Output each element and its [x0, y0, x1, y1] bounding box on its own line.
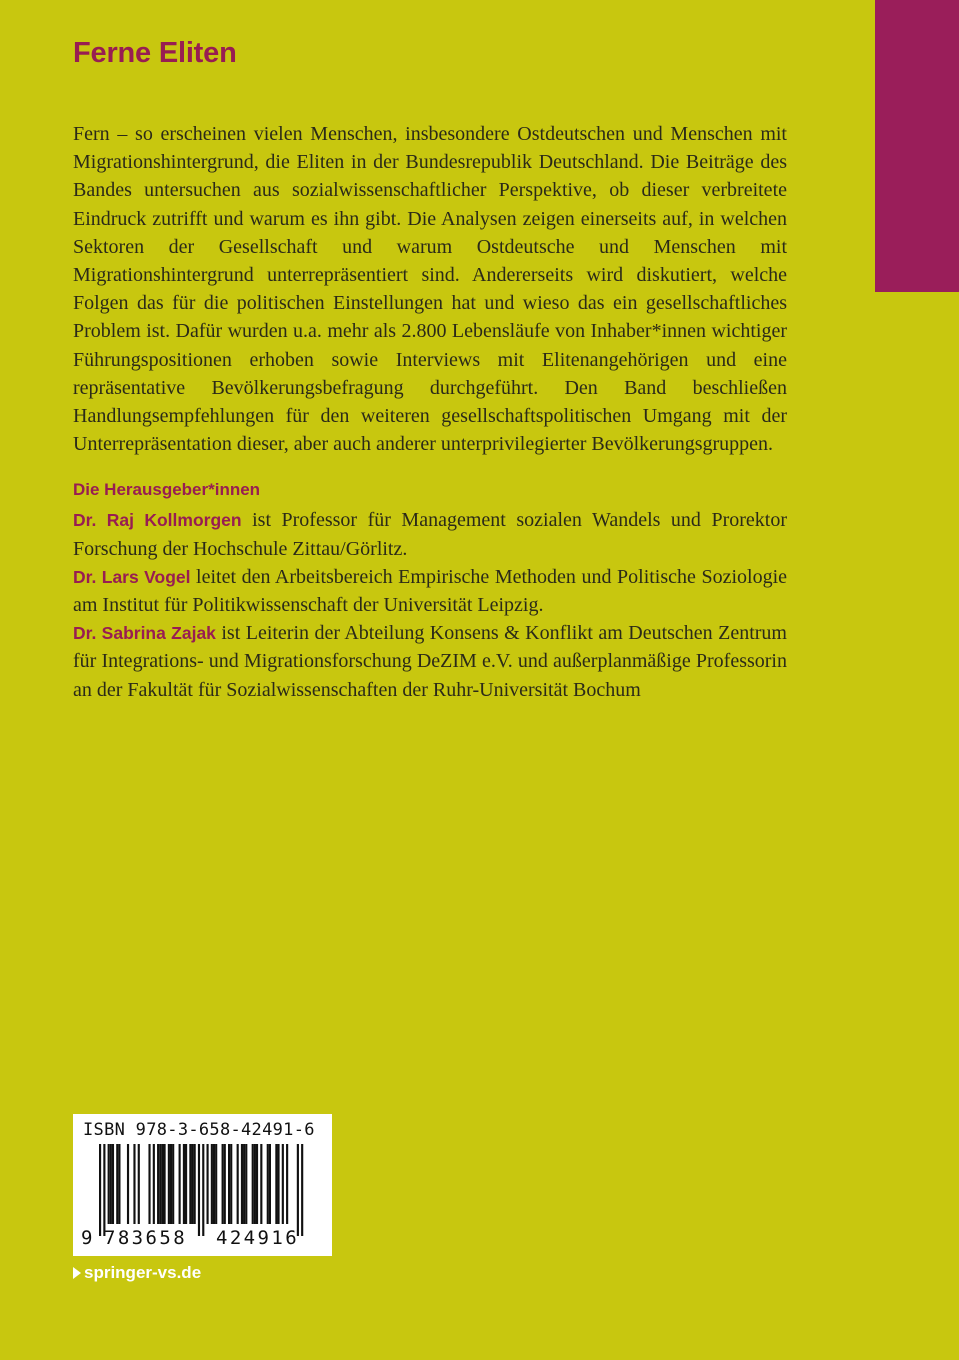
barcode-bar [260, 1144, 262, 1224]
arrow-right-icon [73, 1267, 81, 1279]
barcode-bar [194, 1144, 196, 1224]
publisher-url: springer-vs.de [84, 1263, 202, 1282]
publisher-link[interactable] [73, 1263, 201, 1283]
book-title: Ferne Eliten [73, 37, 237, 69]
barcode-bar [183, 1144, 185, 1224]
barcode-bar [164, 1144, 166, 1224]
barcode-bar [267, 1144, 269, 1224]
barcode-bar [185, 1144, 187, 1224]
barcode-bar [243, 1144, 245, 1224]
barcode-bar [269, 1144, 271, 1224]
barcode-bar [254, 1144, 256, 1224]
ean-first-digit: 9 [81, 1227, 93, 1249]
barcode-bar [138, 1144, 140, 1224]
editors-heading: Die Herausgeber*innen [73, 480, 261, 500]
barcode-bar [161, 1144, 163, 1224]
barcode-bar [252, 1144, 254, 1224]
barcode-bar [191, 1144, 193, 1224]
barcode-guard-bar [202, 1144, 204, 1236]
barcode-bar [153, 1144, 155, 1224]
barcode-bar [127, 1144, 129, 1224]
barcode-bar [237, 1144, 239, 1224]
editor-entry-vogel [73, 563, 787, 619]
barcode-bar [133, 1144, 135, 1224]
blurb-paragraph: Fern – so erscheinen vielen Menschen, insbesondere Ostdeutschen und Menschen mit Migrationshintergrund, die Eliten in der Bundesrepublik Deutschland. Die Beiträge des Bandes untersuchen aus sozialwissenschaftlicher Perspektive, ob dieser verbreitete Eindruck zutrifft und warum es ihn gibt. Die Analysen zeigen einerseits auf, in welchen Sektoren der Gesellschaft und warum Ostdeutsche und Menschen mit Migrationshintergrund unterrepräsentiert sind. Andererseits wird diskutiert, welche Folgen das für die politischen Einstellungen hat und wieso das ein gesellschaftliches Problem ist. Dafür wurden u.a. mehr als 2.800 Lebensläufe von Inhaber*innen wichtiger Führungspositionen erhoben sowie Interviews mit Elitenangehörigen und eine repräsentative Bevölkerungsbefragung durchgeführt. Den Band beschließen Handlungsempfehlungen für den weiteren gesellschaftspolitischen Umgang mit der Unterrepräsentation dieser, aber auch anderer unterprivilegierter Bevölkerungsgruppen. [73, 123, 787, 456]
editor-bio: leitet den Arbeitsbereich Empirische Methoden und Politische Soziologie am Institut für Politikwissenschaft der Universität Leipzig. [73, 565, 788, 617]
barcode-bar [157, 1144, 159, 1224]
barcode-bar [215, 1144, 217, 1224]
barcode-bar [108, 1144, 110, 1224]
barcode-bar [116, 1144, 118, 1224]
barcode-bar [207, 1144, 209, 1224]
barcode-bar [168, 1144, 170, 1224]
barcode-bar [189, 1144, 191, 1224]
barcode-bar [282, 1144, 284, 1224]
magenta-accent-bar [875, 0, 959, 292]
editor-bio: ist Professor für Management sozialen Wandels und Prorektor Forschung der Hochschule Zittau/Görlitz. [73, 509, 787, 560]
barcode-bar [211, 1144, 213, 1224]
editor-name: Dr. Sabrina Zajak [73, 623, 216, 644]
barcode-bar [112, 1144, 114, 1224]
barcode-bar [286, 1144, 288, 1224]
cover-content [73, 120, 787, 704]
barcode-guard-bar [301, 1144, 303, 1236]
isbn-barcode [73, 1114, 332, 1256]
barcode-bar [110, 1144, 112, 1224]
barcode-bar [179, 1144, 181, 1224]
barcode-bar [256, 1144, 258, 1224]
barcode-bar [228, 1144, 230, 1224]
editor-name: Dr. Raj Kollmorgen [73, 510, 242, 531]
barcode-bar [172, 1144, 174, 1224]
barcode-bar [148, 1144, 150, 1224]
barcode-bar [222, 1144, 224, 1224]
barcode-bar [241, 1144, 243, 1224]
editor-bio: ist Leiterin der Abteilung Konsens & Konflikt am Deutschen Zentrum für Integrations- und Migrationsforschung DeZIM e.V. und außerplanmäßige Professorin an der Fakultät für Sozialwissenschaften der Ruhr-Universität Bochum [73, 622, 787, 701]
barcode-bar [170, 1144, 172, 1224]
barcode-guard-bar [198, 1144, 200, 1236]
barcode-bar [245, 1144, 247, 1224]
ean-left-digits: 783658 [104, 1227, 188, 1249]
barcode-bar [275, 1144, 277, 1224]
barcode-guard-bar [297, 1144, 299, 1236]
barcode-bar [224, 1144, 226, 1224]
barcode-bar [230, 1144, 232, 1224]
editor-entry-zajak [73, 619, 787, 704]
barcode-bar [159, 1144, 161, 1224]
barcode-guard-bar [99, 1144, 101, 1236]
barcode-bar [118, 1144, 120, 1224]
barcode-bar [277, 1144, 279, 1224]
isbn-label: ISBN 978-3-658-42491-6 [83, 1120, 315, 1140]
barcode-guard-bar [103, 1144, 105, 1236]
editor-name: Dr. Lars Vogel [73, 566, 191, 587]
barcode-bar [213, 1144, 215, 1224]
ean-right-digits: 424916 [216, 1227, 300, 1249]
editor-entry-kollmorgen [73, 506, 787, 562]
